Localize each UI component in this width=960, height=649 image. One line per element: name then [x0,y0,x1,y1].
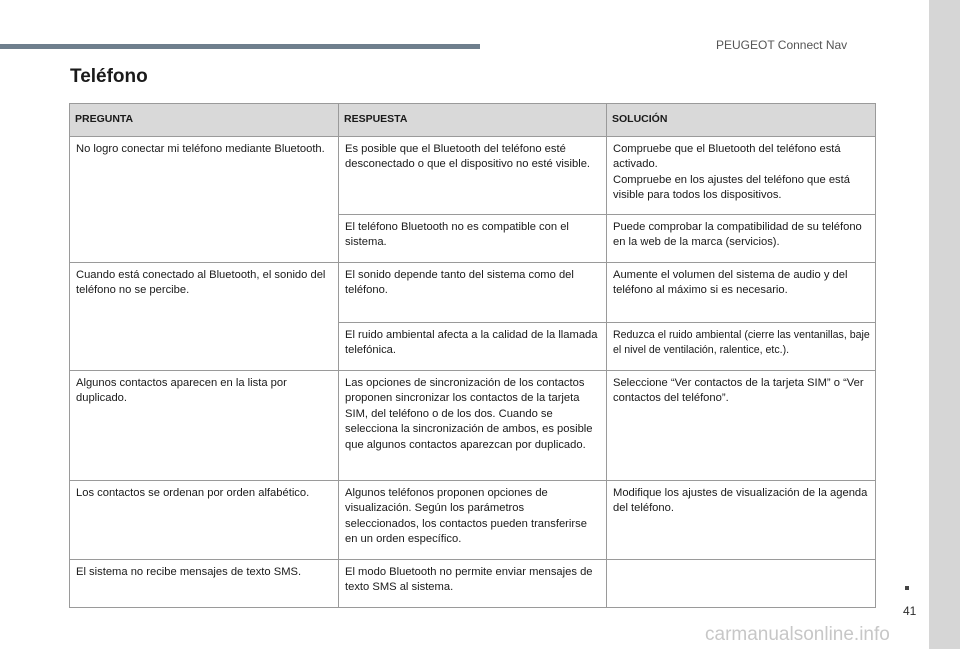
solution-line: Compruebe que el Bluetooth del teléfono está activado. [613,142,841,170]
question-cell: Cuando está conectado al Bluetooth, el sonido del teléfono no se percibe. [70,262,339,370]
table-row [70,480,876,559]
answer-cell: Algunos teléfonos proponen opciones de visualización. Según los parámetros seleccionados, los contactos pueden transferirse en un orden específico. [339,480,607,559]
column-header-answer: RESPUESTA [339,104,607,137]
solution-cell [607,136,876,214]
answer-cell: El sonido depende tanto del sistema como del teléfono. [339,262,607,322]
solution-line: Compruebe en los ajustes del teléfono que está visible para todos los dispositivos. [613,173,850,201]
solution-cell: Reduzca el ruido ambiental (cierre las ventanillas, baje el nivel de ventilación, ralentice, etc.). [607,322,876,370]
page-title: Teléfono [70,66,148,87]
table-row [70,262,876,322]
watermark: carmanualsonline.info [705,624,890,645]
table-header-row [70,104,876,137]
answer-cell: Es posible que el Bluetooth del teléfono esté desconectado o que el dispositivo no esté visible. [339,136,607,214]
header-rule [0,44,480,49]
table-row [70,559,876,607]
table-row [70,136,876,214]
side-strip [929,0,960,649]
page-marker [905,586,909,590]
solution-cell: Puede comprobar la compatibilidad de su teléfono en la web de la marca (servicios). [607,214,876,262]
header-brand: PEUGEOT Connect Nav [716,38,848,52]
answer-cell: Las opciones de sincronización de los contactos proponen sincronizar los contactos de la tarjeta SIM, del teléfono o de los dos. Cuando se selecciona la sincronización de ambos, es posible que algunos contactos aparezcan por duplicado. [339,370,607,480]
question-cell: Algunos contactos aparecen en la lista por duplicado. [70,370,339,480]
solution-cell: Seleccione “Ver contactos de la tarjeta SIM” o “Ver contactos del teléfono”. [607,370,876,480]
question-cell: No logro conectar mi teléfono mediante Bluetooth. [70,136,339,262]
answer-cell: El modo Bluetooth no permite enviar mensajes de texto SMS al sistema. [339,559,607,607]
faq-table [69,103,876,608]
page-number: 41 [903,604,917,618]
column-header-solution: SOLUCIÓN [607,104,876,137]
answer-cell: El ruido ambiental afecta a la calidad de la llamada telefónica. [339,322,607,370]
question-cell: Los contactos se ordenan por orden alfabético. [70,480,339,559]
question-cell: El sistema no recibe mensajes de texto SMS. [70,559,339,607]
answer-cell: El teléfono Bluetooth no es compatible con el sistema. [339,214,607,262]
solution-cell [607,559,876,607]
solution-cell: Modifique los ajustes de visualización de la agenda del teléfono. [607,480,876,559]
solution-cell: Aumente el volumen del sistema de audio y del teléfono al máximo si es necesario. [607,262,876,322]
table-row [70,370,876,480]
column-header-question: PREGUNTA [70,104,339,137]
